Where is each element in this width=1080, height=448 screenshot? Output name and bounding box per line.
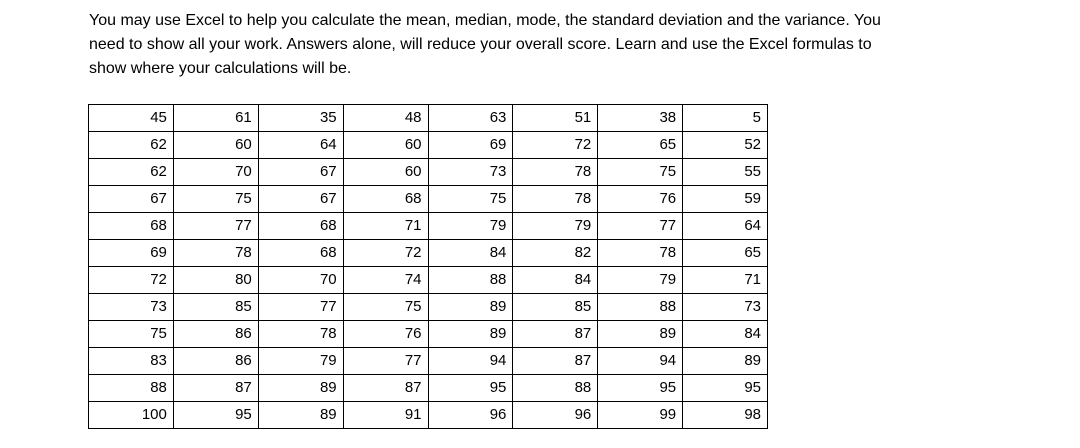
table-cell: 89: [598, 321, 683, 348]
table-cell: 84: [513, 267, 598, 294]
table-cell: 82: [513, 240, 598, 267]
table-cell: 64: [683, 213, 768, 240]
table-cell: 89: [428, 321, 513, 348]
table-row: [89, 240, 768, 267]
table-cell: 70: [173, 159, 258, 186]
table-cell: 79: [513, 213, 598, 240]
instructions-paragraph: [89, 9, 1009, 81]
table-cell: 77: [173, 213, 258, 240]
table-cell: 60: [173, 132, 258, 159]
table-cell: 67: [258, 159, 343, 186]
table-cell: 68: [258, 240, 343, 267]
table-cell: 95: [428, 375, 513, 402]
table-row: [89, 402, 768, 429]
table-row: [89, 294, 768, 321]
table-cell: 98: [683, 402, 768, 429]
data-table: [88, 104, 768, 429]
table-cell: 88: [513, 375, 598, 402]
table-cell: 94: [428, 348, 513, 375]
table-cell: 86: [173, 321, 258, 348]
table-cell: 80: [173, 267, 258, 294]
table-cell: 73: [89, 294, 174, 321]
table-cell: 64: [258, 132, 343, 159]
table-row: [89, 132, 768, 159]
table-cell: 77: [258, 294, 343, 321]
table-cell: 96: [428, 402, 513, 429]
data-table-body: [89, 105, 768, 429]
table-cell: 73: [683, 294, 768, 321]
table-cell: 84: [683, 321, 768, 348]
table-cell: 51: [513, 105, 598, 132]
table-cell: 88: [89, 375, 174, 402]
table-cell: 89: [428, 294, 513, 321]
table-cell: 78: [258, 321, 343, 348]
table-cell: 48: [343, 105, 428, 132]
table-cell: 100: [89, 402, 174, 429]
table-cell: 68: [89, 213, 174, 240]
table-cell: 78: [598, 240, 683, 267]
table-cell: 72: [343, 240, 428, 267]
table-row: [89, 186, 768, 213]
table-cell: 87: [513, 348, 598, 375]
table-cell: 87: [173, 375, 258, 402]
table-cell: 76: [598, 186, 683, 213]
table-cell: 72: [513, 132, 598, 159]
table-cell: 70: [258, 267, 343, 294]
table-cell: 71: [683, 267, 768, 294]
table-row: [89, 348, 768, 375]
table-cell: 74: [343, 267, 428, 294]
table-cell: 79: [258, 348, 343, 375]
table-cell: 84: [428, 240, 513, 267]
table-cell: 75: [343, 294, 428, 321]
table-cell: 94: [598, 348, 683, 375]
table-cell: 60: [343, 159, 428, 186]
table-row: [89, 159, 768, 186]
table-row: [89, 105, 768, 132]
table-cell: 55: [683, 159, 768, 186]
table-cell: 87: [513, 321, 598, 348]
table-cell: 75: [428, 186, 513, 213]
table-row: [89, 321, 768, 348]
table-cell: 88: [598, 294, 683, 321]
table-cell: 78: [173, 240, 258, 267]
table-cell: 77: [598, 213, 683, 240]
table-cell: 96: [513, 402, 598, 429]
table-cell: 65: [683, 240, 768, 267]
instructions-line: show where your calculations will be.: [89, 60, 352, 77]
table-cell: 63: [428, 105, 513, 132]
table-cell: 95: [683, 375, 768, 402]
table-cell: 69: [89, 240, 174, 267]
table-cell: 5: [683, 105, 768, 132]
table-cell: 45: [89, 105, 174, 132]
table-cell: 71: [343, 213, 428, 240]
table-cell: 87: [343, 375, 428, 402]
table-cell: 68: [343, 186, 428, 213]
table-row: [89, 375, 768, 402]
table-cell: 75: [598, 159, 683, 186]
table-cell: 52: [683, 132, 768, 159]
table-cell: 75: [89, 321, 174, 348]
table-cell: 95: [598, 375, 683, 402]
table-cell: 85: [173, 294, 258, 321]
table-cell: 65: [598, 132, 683, 159]
table-cell: 60: [343, 132, 428, 159]
table-cell: 67: [258, 186, 343, 213]
table-cell: 38: [598, 105, 683, 132]
table-cell: 75: [173, 186, 258, 213]
table-cell: 67: [89, 186, 174, 213]
table-cell: 78: [513, 159, 598, 186]
table-row: [89, 213, 768, 240]
table-cell: 79: [428, 213, 513, 240]
table-cell: 86: [173, 348, 258, 375]
instructions-line: need to show all your work. Answers alone, will reduce your overall score. Learn and use the Excel formulas to: [89, 36, 872, 53]
table-cell: 78: [513, 186, 598, 213]
table-cell: 59: [683, 186, 768, 213]
table-cell: 88: [428, 267, 513, 294]
table-cell: 77: [343, 348, 428, 375]
table-row: [89, 267, 768, 294]
table-cell: 83: [89, 348, 174, 375]
instructions-line: You may use Excel to help you calculate the mean, median, mode, the standard deviation and the variance. You: [89, 12, 881, 29]
table-cell: 89: [258, 375, 343, 402]
table-cell: 99: [598, 402, 683, 429]
table-cell: 89: [258, 402, 343, 429]
table-cell: 72: [89, 267, 174, 294]
table-cell: 35: [258, 105, 343, 132]
table-cell: 68: [258, 213, 343, 240]
table-cell: 69: [428, 132, 513, 159]
table-cell: 62: [89, 132, 174, 159]
table-cell: 89: [683, 348, 768, 375]
table-cell: 73: [428, 159, 513, 186]
table-cell: 76: [343, 321, 428, 348]
table-cell: 61: [173, 105, 258, 132]
table-cell: 62: [89, 159, 174, 186]
table-cell: 85: [513, 294, 598, 321]
table-cell: 79: [598, 267, 683, 294]
table-cell: 91: [343, 402, 428, 429]
table-cell: 95: [173, 402, 258, 429]
